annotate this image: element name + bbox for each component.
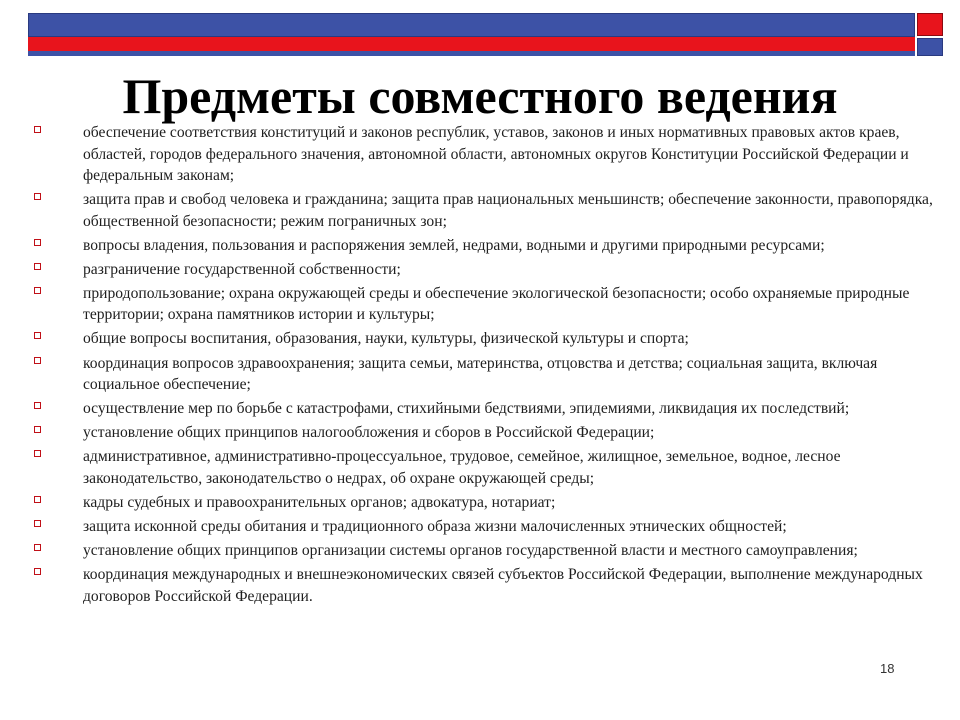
list-item-text: защита прав и свобод человека и гражданина; защита прав национальных меньшинств; обеспечение законности, правопорядка, общественной безопасности; режим пограничных зон;: [83, 191, 933, 230]
list-item: [30, 422, 940, 444]
list-item: [30, 398, 940, 420]
list-item-text: природопользование; охрана окружающей среды и обеспечение экологической безопасности; особо охраняемые природные территории; охрана памятников истории и культуры;: [83, 284, 910, 324]
list-item: [30, 353, 940, 396]
list-item-text: обеспечение соответствия конституций и законов республик, уставов, законов и иных нормативных правовых актов краев, областей, городов федерального значения, автономной области, автономных округов Конституции Российской Федерации и федеральным законам;: [83, 124, 909, 184]
joint-jurisdiction-list: [30, 122, 940, 610]
list-item-text: общие вопросы воспитания, образования, науки, культуры, физической культуры и спорта;: [83, 330, 689, 348]
slide-title: Предметы совместного ведения: [122, 68, 838, 124]
corner-square-red: [917, 13, 943, 36]
list-item: [30, 259, 940, 281]
page-number: 18: [880, 661, 895, 676]
square-bullet-icon: [34, 520, 41, 527]
list-item-text: административное, административно-процессуальное, трудовое, семейное, жилищное, земельное, водное, лесное законодательство, законодательство о недрах, об охране окружающей среды;: [83, 448, 841, 487]
list-item-text: координация международных и внешнеэкономических связей субъектов Российской Федерации, выполнение международных договоров Российской Федерации.: [83, 566, 923, 605]
header-stripe-blue-bottom: [28, 51, 915, 56]
square-bullet-icon: [34, 126, 41, 133]
square-bullet-icon: [34, 450, 41, 457]
list-item: [30, 564, 940, 607]
square-bullet-icon: [34, 287, 41, 294]
square-bullet-icon: [34, 568, 41, 575]
square-bullet-icon: [34, 426, 41, 433]
square-bullet-icon: [34, 544, 41, 551]
list-item-text: защита исконной среды обитания и традиционного образа жизни малочисленных этнических общностей;: [83, 518, 787, 536]
header-stripe-blue-top: [28, 13, 915, 37]
square-bullet-icon: [34, 402, 41, 409]
list-item: [30, 492, 940, 514]
square-bullet-icon: [34, 193, 41, 200]
square-bullet-icon: [34, 239, 41, 246]
list-item-text: установление общих принципов организации системы органов государственной власти и местного самоуправления;: [83, 542, 858, 560]
list-item: [30, 516, 940, 538]
square-bullet-icon: [34, 357, 41, 364]
list-item-text: осуществление мер по борьбе с катастрофами, стихийными бедствиями, эпидемиями, ликвидация их последствий;: [83, 400, 850, 418]
list-item: [30, 189, 940, 232]
list-item: [30, 122, 940, 187]
list-item-text: вопросы владения, пользования и распоряжения землей, недрами, водными и другими природными ресурсами;: [83, 236, 825, 254]
list-item: [30, 446, 940, 489]
list-item-text: кадры судебных и правоохранительных органов; адвокатура, нотариат;: [83, 493, 556, 511]
list-item-text: координация вопросов здравоохранения; защита семьи, материнства, отцовства и детства; социальная защита, включая социальное обеспечение;: [83, 354, 878, 394]
header-stripe-red: [28, 37, 915, 51]
header-stripes: [28, 13, 915, 56]
square-bullet-icon: [34, 496, 41, 503]
square-bullet-icon: [34, 332, 41, 339]
square-bullet-icon: [34, 263, 41, 270]
list-item: [30, 235, 940, 257]
list-item: [30, 328, 940, 350]
list-item-text: установление общих принципов налогообложения и сборов в Российской Федерации;: [83, 424, 655, 442]
list-item-text: разграничение государственной собственности;: [83, 260, 401, 278]
list-item: [30, 283, 940, 326]
list-item: [30, 540, 940, 562]
corner-square-blue: [917, 38, 943, 56]
header-corner-squares: [917, 13, 943, 56]
